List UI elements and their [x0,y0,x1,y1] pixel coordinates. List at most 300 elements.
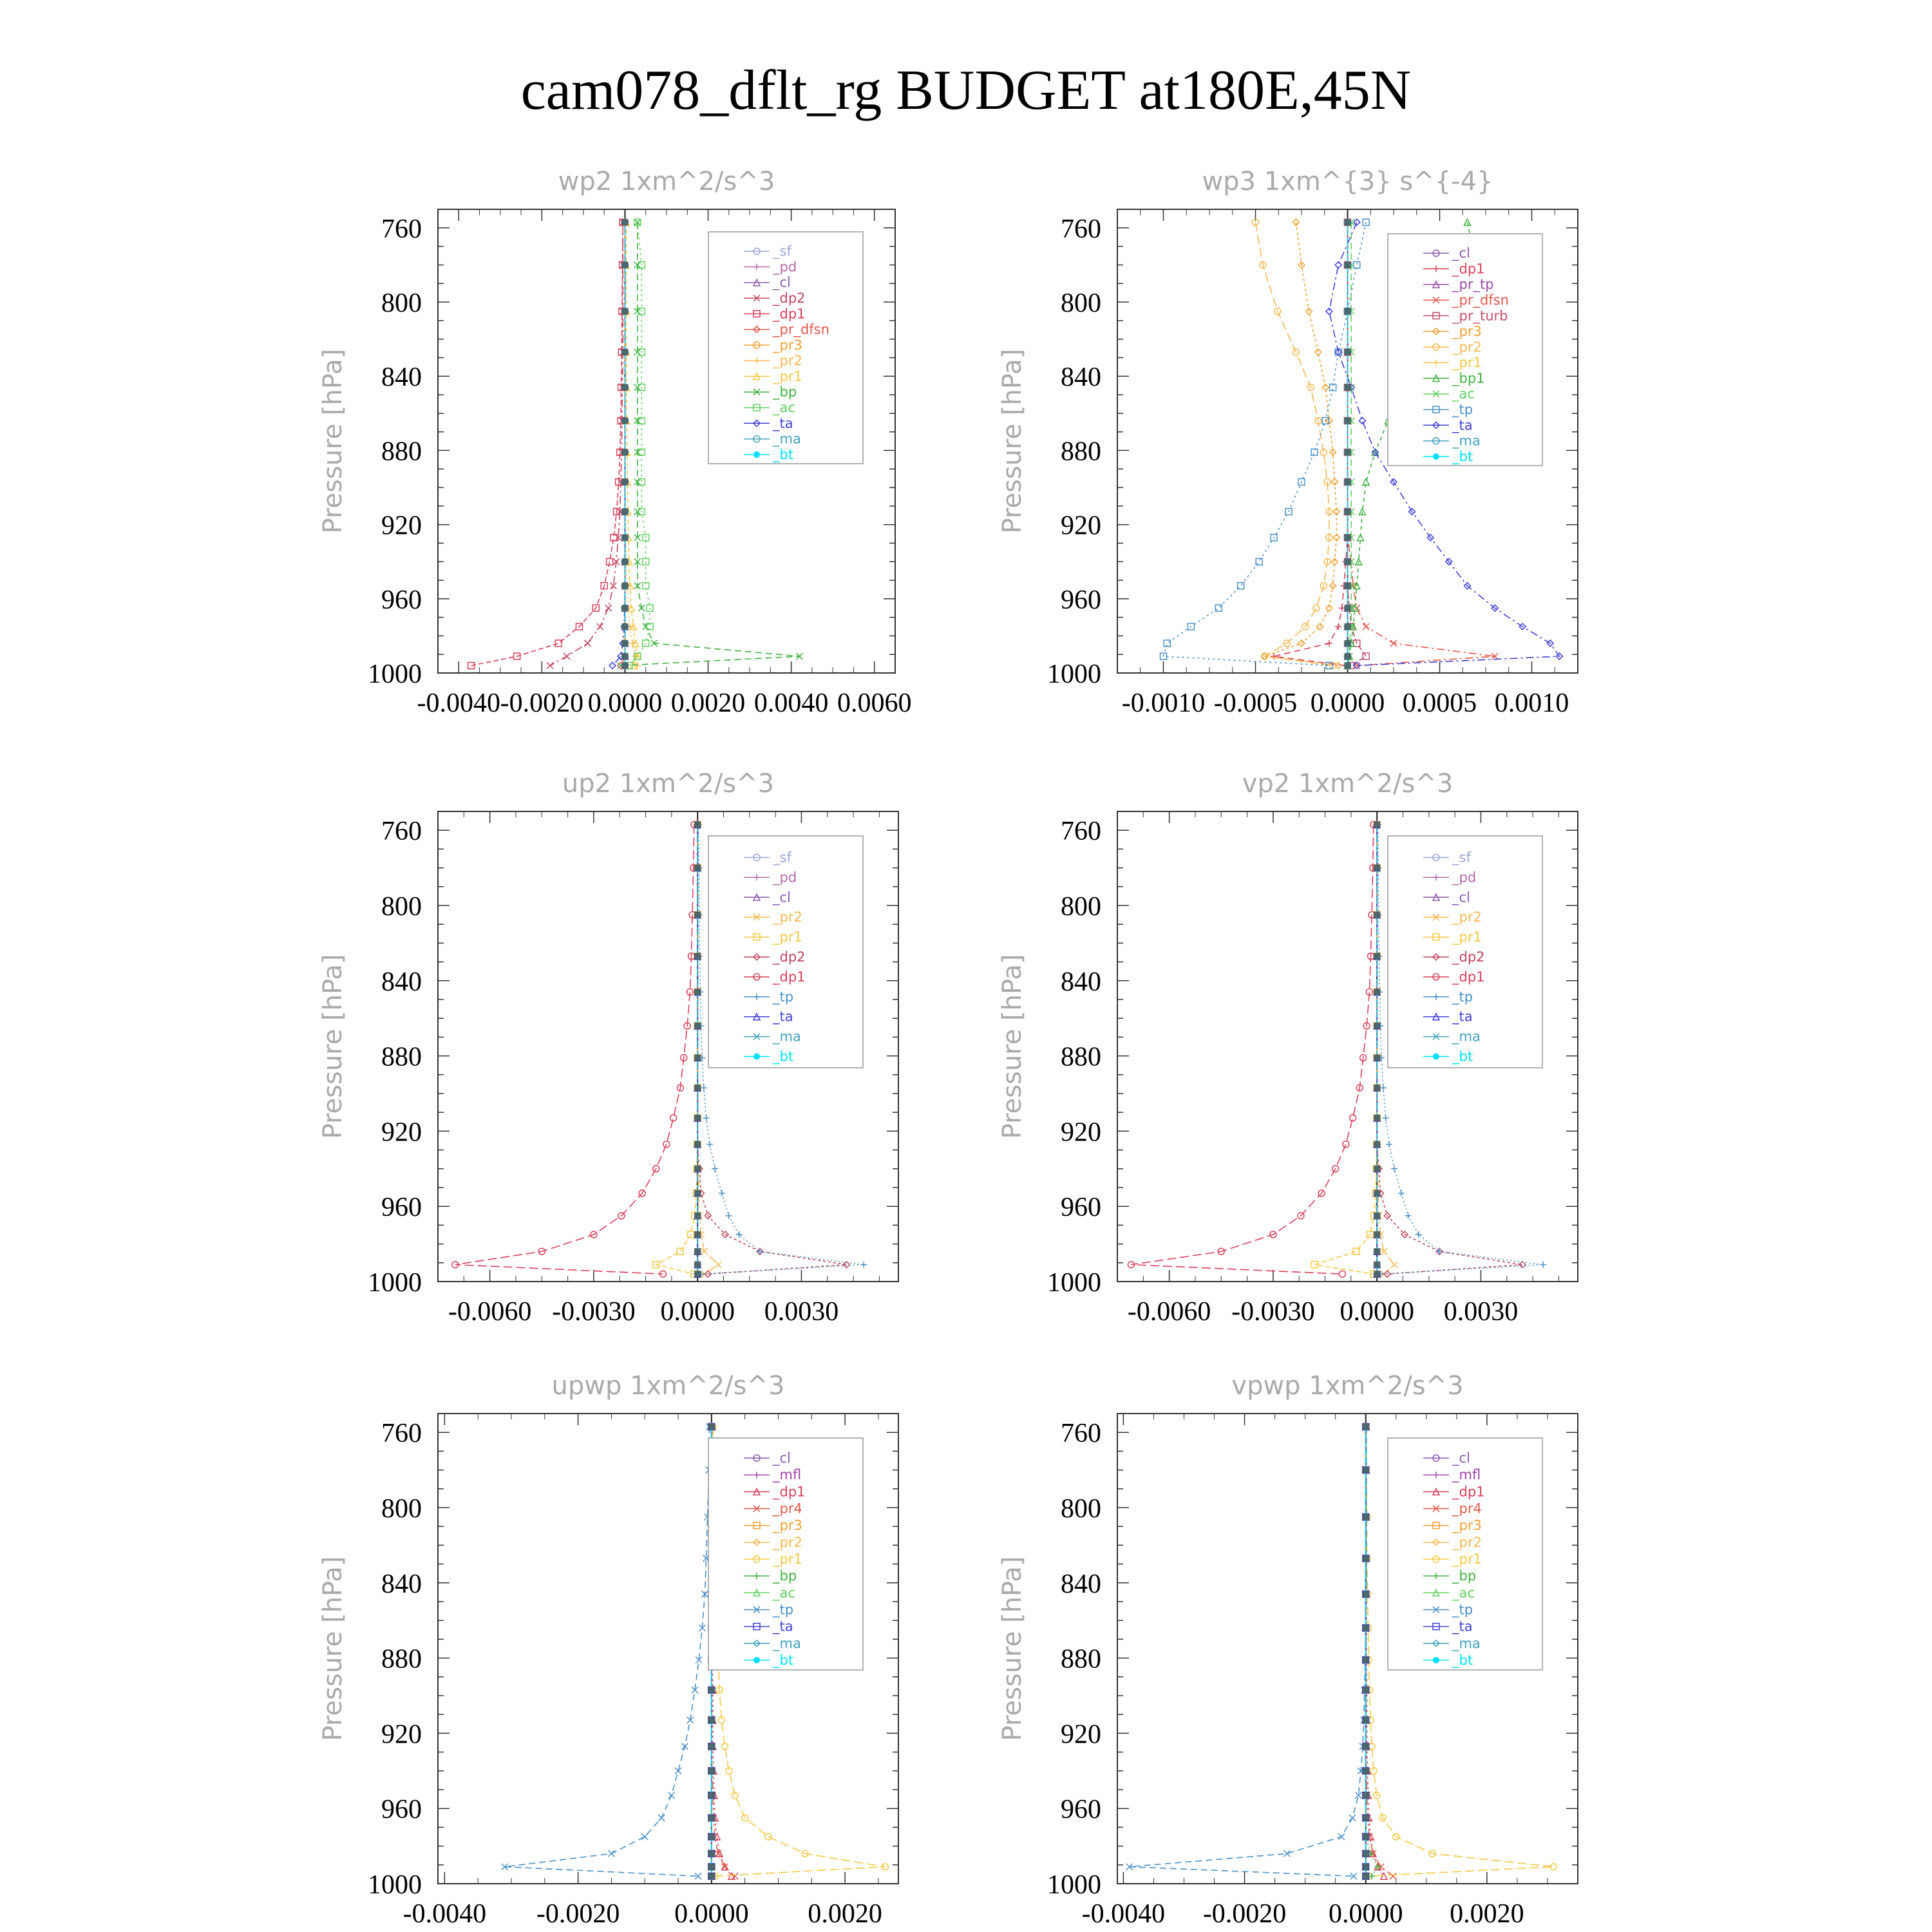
zero-marker [708,1687,715,1693]
zero-marker [621,583,628,589]
data-point [1363,219,1369,225]
panel-title: wp2 1xm^2/s^3 [558,167,775,196]
data-point [1398,1190,1405,1197]
y-tick-label: 840 [1061,363,1101,393]
data-point [719,1190,725,1197]
zero-marker [1345,478,1351,485]
y-tick-label: 920 [381,1719,422,1750]
data-point [643,640,649,647]
data-point [681,1743,688,1750]
zero-marker [1345,653,1351,659]
legend-label: _pr_dfsn [773,321,829,337]
legend-label: _ma [773,1028,801,1045]
x-tick-label: 0.0060 [837,688,912,718]
data-point [728,1873,735,1879]
data-point [706,1141,713,1148]
legend-label: _pr1 [1452,1551,1482,1567]
data-point [1343,1141,1349,1148]
legend-label: _pr_tp [1452,276,1494,292]
y-axis-label: Pressure [hPa] [318,954,348,1139]
zero-marker [708,1743,715,1750]
legend-label: _ma [1452,1635,1481,1651]
x-tick-label: 0.0040 [753,688,829,718]
legend-label: _bt [1452,1652,1473,1668]
zero-marker [1374,1262,1380,1268]
zero-marker [621,640,628,647]
zero-marker [1374,953,1380,960]
zero-marker [708,1873,715,1879]
data-point [715,1262,721,1268]
series-pr1 [653,821,701,1277]
legend-label: _pd [773,869,797,886]
x-tick-label: 0.0030 [764,1297,839,1327]
legend-label: _cl [773,1450,791,1466]
series-line [455,824,694,1274]
legend-marker [1433,1657,1439,1663]
series-line [626,222,637,665]
y-tick-label: 800 [1061,1494,1101,1524]
zero-marker [694,1023,701,1029]
x-tick-label: -0.0005 [1213,688,1298,718]
zero-marker [1374,1271,1380,1277]
x-tick-label: 0.0000 [1328,1899,1403,1929]
legend-label: _mfl [1452,1467,1481,1483]
panel-title: vpwp 1xm^2/s^3 [1231,1371,1464,1401]
zero-marker [694,821,701,828]
zero-marker [1363,1555,1369,1562]
x-tick-label: -0.0010 [1121,688,1206,718]
zero-marker [1345,535,1351,541]
legend-marker [1433,1054,1439,1060]
y-tick-label: 880 [381,437,422,467]
legend [708,836,863,1068]
zero-marker [1363,1467,1369,1473]
series-line [1256,222,1333,665]
zero-marker [1345,623,1351,630]
data-point [641,1833,648,1840]
data-point [547,662,553,668]
zero-marker [1345,308,1351,314]
legend-label: _ta [773,415,793,431]
y-tick-label: 760 [381,1419,422,1449]
y-axis-label: Pressure [hPa] [998,348,1027,534]
panel-title: up2 1xm^2/s^3 [562,769,775,799]
zero-marker [694,912,701,918]
zero-marker [1363,1792,1369,1799]
legend-label: _ac [1452,386,1475,402]
zero-marker [708,1815,715,1821]
zero-marker [694,1271,701,1277]
zero-marker [1374,1190,1380,1197]
series-pr1 [1311,821,1380,1277]
zero-marker [621,623,628,630]
x-tick-label: 0.0030 [1443,1297,1519,1327]
y-tick-label: 840 [381,1569,422,1599]
legend-label: _pr1 [1452,929,1482,945]
legend [708,1438,863,1670]
data-point [1338,1833,1345,1840]
data-point [736,1231,743,1238]
zero-marker [1374,1084,1380,1091]
zero-marker [694,1084,701,1091]
data-point [712,1166,718,1172]
zero-marker [1374,1248,1380,1255]
data-point [1405,1213,1412,1219]
data-point [1359,417,1365,424]
legend-label: _pr2 [773,353,802,369]
data-point [608,1850,614,1857]
panel-title: upwp 1xm^2/s^3 [551,1371,785,1401]
chart-panel-2 [998,167,1578,718]
y-tick-label: 880 [381,1644,422,1674]
legend-label: _ta [773,1618,793,1634]
data-point [597,623,603,630]
y-tick-label: 800 [381,1494,422,1524]
legend-label: _dp1 [1452,261,1485,277]
legend-label: _sf [773,849,791,866]
data-point [668,1792,675,1799]
zero-marker [621,349,628,355]
data-point [757,1248,763,1255]
series-line [1130,1426,1367,1876]
y-axis-label: Pressure [hPa] [318,1556,348,1741]
zero-marker [1374,1023,1380,1029]
zero-marker [708,1833,715,1840]
legend-label: _dp1 [1452,969,1485,985]
y-tick-label: 1000 [1047,1268,1101,1298]
series-line [1348,222,1367,665]
data-point [1391,1166,1397,1172]
y-tick-label: 1000 [368,1870,422,1900]
legend-label: _sf [773,243,791,260]
legend-marker [753,451,760,458]
zero-marker [621,535,628,541]
series-ac [626,219,653,668]
zero-marker [1374,1213,1380,1219]
data-point [1354,219,1360,225]
data-point [1326,640,1332,647]
x-tick-label: -0.0020 [1202,1899,1287,1929]
chart-panel-4 [998,769,1578,1327]
legend-label: _bp [773,384,797,400]
legend-label: _dp1 [773,306,806,322]
legend-label: _cl [773,274,791,290]
legend-marker [753,1054,760,1060]
series-ac [1345,219,1355,668]
legend-label: _mfl [773,1467,802,1483]
data-point [765,1833,772,1840]
zero-marker [708,1792,715,1799]
zero-marker [694,1262,701,1268]
zero-marker [1374,1231,1380,1238]
panel-title: vp2 1xm^2/s^3 [1242,769,1454,799]
y-tick-label: 800 [381,289,422,318]
zero-marker [621,384,628,390]
legend-label: _tp [1452,1602,1473,1618]
data-point [1390,1873,1396,1879]
legend-label: _ac [1452,1585,1475,1601]
page-title: cam078_dflt_rg BUDGET at180E,45N [520,59,1412,122]
x-tick-label: 0.0020 [808,1899,882,1929]
zero-marker [621,478,628,485]
legend [708,232,863,464]
zero-marker [694,1190,701,1197]
series-line [1132,824,1374,1274]
series-dp1 [1128,821,1377,1277]
y-tick-label: 920 [1061,511,1101,541]
y-tick-label: 840 [1061,1569,1101,1599]
zero-marker [694,1141,701,1148]
zero-marker [708,1850,715,1857]
zero-marker [1363,1850,1369,1857]
legend-label: _bp [773,1568,797,1584]
y-tick-label: 880 [381,1042,422,1072]
x-tick-label: -0.0020 [536,1899,620,1929]
data-point [1540,1262,1546,1268]
zero-marker [1363,1864,1369,1870]
y-tick-label: 800 [1061,289,1101,318]
data-point [1358,535,1364,541]
y-tick-label: 800 [1061,892,1101,922]
legend-label: _bp [1452,1568,1477,1584]
y-tick-label: 920 [381,1117,422,1148]
data-point [1381,1873,1387,1879]
series-line [471,222,623,665]
series-dp2 [547,219,626,668]
legend-label: _bt [773,446,794,462]
zero-marker [694,989,701,995]
chart-panel-3 [318,769,898,1327]
y-tick-label: 960 [381,1193,422,1223]
legend-label: _bt [773,1652,794,1668]
y-tick-label: 880 [1061,1644,1101,1674]
legend-label: _cl [773,889,791,905]
data-point [1339,1271,1345,1277]
zero-marker [1363,1625,1369,1631]
legend-label: _pd [1452,869,1477,886]
zero-marker [694,953,701,960]
zero-marker [708,1423,715,1430]
legend-label: _pr_turb [1452,308,1508,324]
data-point [1416,1231,1422,1238]
panel-title: wp3 1xm^{3} s^{-4} [1202,167,1493,196]
zero-marker [708,1768,715,1774]
legend-label: _tp [1452,989,1473,1005]
legend-label: _pd [773,259,797,275]
data-point [1383,1115,1389,1121]
zero-marker [1363,1591,1369,1597]
series-tp [502,1423,713,1879]
x-tick-label: -0.0040 [1081,1899,1166,1929]
legend-label: _sf [1452,849,1471,866]
y-tick-label: 920 [381,511,422,541]
zero-marker [621,558,628,565]
legend-label: _cl [1452,889,1470,905]
y-tick-label: 880 [1061,437,1101,467]
y-tick-label: 1000 [368,659,422,689]
x-tick-label: -0.0030 [552,1297,636,1327]
zero-marker [694,1055,701,1061]
zero-marker [708,1717,715,1723]
zero-marker [694,865,701,871]
legend-label: _ac [773,1585,795,1601]
zero-marker [621,417,628,424]
zero-marker [1374,1166,1380,1172]
zero-marker [1345,417,1351,424]
zero-marker [1345,558,1351,565]
zero-marker [1363,1815,1369,1821]
legend [1388,836,1542,1068]
zero-marker [1363,1514,1369,1520]
x-tick-label: -0.0060 [448,1297,532,1327]
legend-label: _bt [1452,448,1473,464]
y-tick-label: 1000 [368,1268,422,1298]
zero-marker [694,1115,701,1121]
legend-label: _tp [773,1602,794,1618]
x-tick-label: 0.0000 [1340,1297,1414,1327]
zero-marker [621,662,628,668]
x-tick-label: -0.0040 [417,688,501,718]
legend-label: _bt [1452,1048,1473,1065]
zero-marker [1374,1115,1380,1121]
legend-label: _pr2 [1452,339,1482,355]
series-line [505,1426,710,1876]
zero-marker [1363,1687,1369,1693]
zero-marker [1363,1873,1369,1879]
zero-marker [621,219,628,225]
data-point [605,605,612,611]
series-tp [1126,1423,1370,1879]
zero-marker [621,508,628,515]
y-tick-label: 880 [1061,1042,1101,1072]
data-point [1436,1248,1443,1255]
zero-marker [1363,1743,1369,1750]
legend-label: _dp1 [773,1484,806,1500]
series-line [1274,222,1347,665]
y-tick-label: 1000 [1047,659,1101,689]
zero-marker [694,1213,701,1219]
zero-marker [1374,821,1380,828]
x-tick-label: -0.0020 [500,688,584,718]
legend-label: _dp2 [773,290,806,306]
legend-label: _dp2 [773,949,806,965]
y-tick-label: 960 [381,585,422,615]
y-tick-label: 760 [1061,214,1101,244]
legend-label: _pr1 [773,929,802,945]
data-point [670,1115,677,1121]
legend-label: _ta [1452,417,1473,433]
y-tick-label: 760 [1061,817,1101,847]
series-pr1 [623,219,640,668]
data-point [1271,653,1277,659]
x-tick-label: 0.0000 [1310,688,1385,718]
data-point [732,1792,738,1799]
y-tick-label: 760 [1061,1419,1101,1449]
y-tick-label: 960 [1061,1193,1101,1223]
zero-marker [1363,1657,1369,1663]
chart-panel-5 [318,1371,898,1929]
x-tick-label: 0.0005 [1402,688,1477,718]
y-tick-label: 920 [1061,1719,1101,1750]
data-point [643,558,649,565]
y-tick-label: 840 [1061,967,1101,997]
data-point [1380,1084,1387,1091]
data-point [1363,653,1369,659]
legend-label: _tp [773,989,794,1005]
zero-marker [1345,261,1351,268]
y-tick-label: 1000 [1047,1870,1101,1900]
zero-marker [1374,989,1380,995]
zero-marker [1363,1423,1369,1430]
zero-marker [621,261,628,268]
legend-label: _ta [1452,1618,1473,1634]
y-tick-label: 840 [381,967,422,997]
zero-marker [1374,912,1380,918]
legend-label: _pr2 [773,909,802,925]
series-line [1265,222,1338,665]
legend-label: _pr1 [773,368,802,384]
legend-label: _ta [1452,1009,1473,1025]
data-point [1164,640,1170,647]
y-tick-label: 920 [1061,1117,1101,1148]
data-point [663,1141,670,1148]
legend-label: _ac [773,400,795,415]
y-tick-label: 960 [1061,1795,1101,1825]
legend-label: _ma [1452,433,1481,449]
legend-label: _pr3 [773,337,802,353]
legend-label: _dp1 [1452,1484,1485,1500]
zero-marker [1374,1055,1380,1061]
zero-marker [1345,605,1351,611]
legend-label: _tp [1452,402,1473,417]
data-point [1349,1815,1356,1821]
zero-marker [1345,449,1351,455]
zero-marker [1345,349,1351,355]
zero-marker [1363,1717,1369,1723]
legend-label: _pr4 [773,1501,802,1517]
legend-label: _bp1 [1452,370,1485,386]
x-tick-label: -0.0040 [402,1899,487,1929]
y-tick-label: 760 [381,817,422,847]
legend-label: _pr3 [1452,323,1482,339]
data-point [1350,1115,1356,1121]
data-point [703,1115,710,1121]
data-point [1311,449,1318,455]
x-tick-label: 0.0000 [587,688,663,718]
legend-label: _pr4 [1452,1501,1482,1517]
data-point [1391,1262,1397,1268]
legend-label: _pr3 [773,1517,802,1533]
x-tick-label: 0.0010 [1494,688,1569,718]
x-tick-label: 0.0020 [670,688,746,718]
legend-label: _pr3 [1452,1517,1482,1533]
data-point [1335,623,1341,630]
zero-marker [621,449,628,455]
y-tick-label: 800 [381,892,422,922]
legend-label: _pr2 [1452,1534,1482,1550]
data-point [1283,1850,1290,1857]
zero-marker [1345,583,1351,589]
y-tick-label: 960 [1061,585,1101,615]
legend-marker [1433,453,1439,460]
zero-marker [1374,865,1380,871]
data-point [658,1815,665,1821]
legend-label: _ma [1452,1028,1481,1045]
legend-label: _ma [773,431,801,447]
zero-marker [1363,1833,1369,1840]
data-point [677,1248,683,1255]
data-point [726,1213,732,1219]
